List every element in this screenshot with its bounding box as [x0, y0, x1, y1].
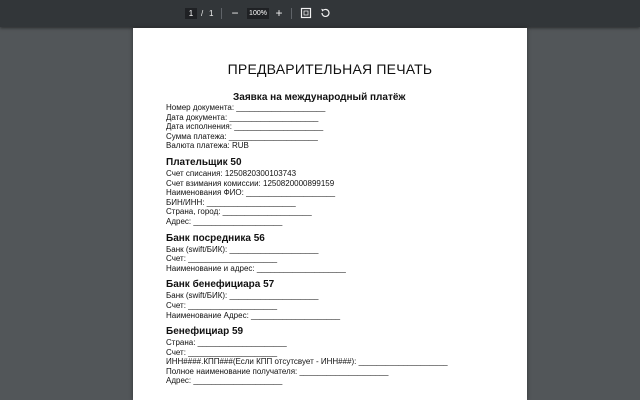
field-line: ИНН####.КПП###(Если КПП отсутсвует - ИНН###): ____________________ [166, 357, 448, 367]
field-line: Адрес: ____________________ [166, 216, 283, 226]
page-number-input[interactable]: 1 [185, 8, 197, 19]
pdf-toolbar [0, 0, 640, 27]
fit-to-page-button[interactable] [300, 7, 312, 19]
document-body [166, 103, 506, 386]
field-line: Дата исполнения: ____________________ [166, 122, 324, 132]
field-line: Банк (swift/БИК): ____________________ [166, 291, 319, 301]
section-heading-beneficiary-bank: Банк бенефициара 57 [166, 279, 275, 291]
zoom-level-input[interactable]: 100% [247, 8, 269, 19]
toolbar-divider [291, 8, 292, 19]
document-title: ПРЕДВАРИТЕЛЬНАЯ ПЕЧАТЬ [227, 61, 433, 77]
field-line: Страна: ____________________ [166, 338, 287, 348]
toolbar-divider [221, 8, 222, 19]
rotate-button[interactable] [319, 7, 331, 19]
field-line: Наименование и адрес: ____________________ [166, 263, 346, 273]
field-line: Наименования ФИО: ____________________ [166, 188, 336, 198]
pdf-page [133, 28, 527, 400]
field-line: Счет взимания комиссии: 1250820000899159 [166, 178, 335, 188]
field-line: Адрес: ____________________ [166, 376, 283, 386]
field-line: Банк (swift/БИК): ____________________ [166, 244, 319, 254]
field-line: Наименование Адрес: ____________________ [166, 310, 341, 320]
field-line: Счет: ____________________ [166, 254, 278, 264]
zoom-out-button[interactable]: − [231, 6, 239, 20]
field-line: Дата документа: ____________________ [166, 112, 319, 122]
section-heading-intermediary-bank: Банк посредника 56 [166, 232, 265, 244]
field-line: Счет: ____________________ [166, 347, 278, 357]
field-line: Сумма платежа: ____________________ [166, 131, 318, 141]
field-line: БИН/ИНН: ____________________ [166, 197, 296, 207]
field-line: Валюта платежа: RUB [166, 141, 249, 151]
field-line: Счет списания: 1250820300103743 [166, 168, 297, 178]
section-heading-beneficiary: Бенефициар 59 [166, 326, 244, 338]
rotate-icon [319, 7, 331, 19]
fit-page-icon [300, 7, 312, 19]
field-line: Номер документа: ____________________ [166, 103, 326, 112]
field-line: Полное наименование получателя: ____________________ [166, 366, 389, 376]
field-line: Страна, город: ____________________ [166, 207, 312, 217]
field-line: Счет: ____________________ [166, 300, 278, 310]
zoom-in-button[interactable]: + [275, 6, 283, 20]
page-total: 1 [209, 9, 214, 18]
document-subtitle: Заявка на международный платёж [233, 92, 406, 103]
page-separator: / [201, 9, 204, 18]
section-heading-payer: Плательщик 50 [166, 156, 242, 168]
